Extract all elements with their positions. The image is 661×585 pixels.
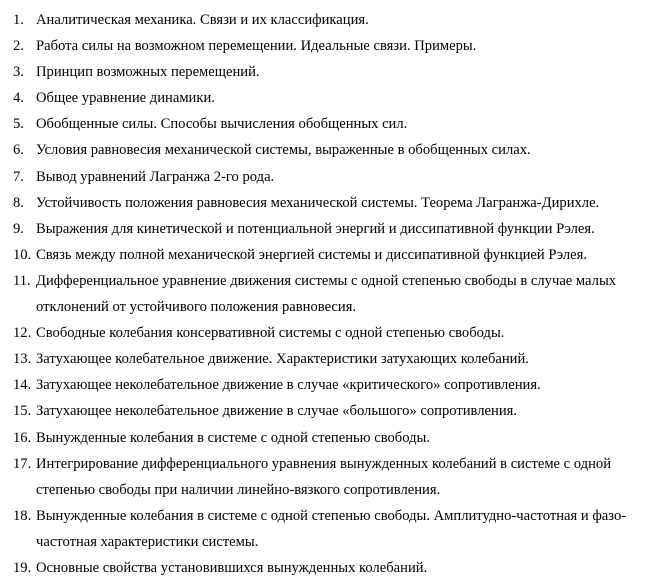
list-item xyxy=(0,320,661,346)
item-text: Общее уравнение динамики. xyxy=(36,90,215,107)
item-number: 16. xyxy=(13,429,32,446)
list-item xyxy=(0,33,661,59)
item-number: 14. xyxy=(13,377,32,394)
item-text: Вынужденные колебания в системе с одной степенью свободы. Амплитудно-частотная и фазо-частотная характеристики системы. xyxy=(36,507,627,550)
item-text: Интегрирование дифференциального уравнения вынужденных колебаний в системе с одной степенью свободы при наличии линейно-вязкого сопротивления. xyxy=(36,455,612,498)
list-item xyxy=(0,242,661,268)
list-item xyxy=(0,451,661,503)
list-item xyxy=(0,425,661,451)
item-text: Основные свойства установившихся вынужденных колебаний. xyxy=(36,559,428,576)
item-number: 11. xyxy=(13,272,31,289)
item-number: 18. xyxy=(13,507,32,524)
list-item xyxy=(0,346,661,372)
list-item xyxy=(0,216,661,242)
item-text: Вывод уравнений Лагранжа 2-го рода. xyxy=(36,168,275,185)
list-item xyxy=(0,164,661,190)
item-number: 13. xyxy=(13,351,32,368)
list-item xyxy=(0,137,661,163)
item-text: Работа силы на возможном перемещении. Идеальные связи. Примеры. xyxy=(36,38,477,55)
item-number: 12. xyxy=(13,325,32,342)
item-text: Дифференциальное уравнение движения системы с одной степенью свободы в случае малых отклонений от устойчивого положения равновесия. xyxy=(36,272,617,316)
item-number: 3. xyxy=(13,64,24,81)
item-text: Свободные колебания консервативной системы с одной степенью свободы. xyxy=(36,325,505,342)
item-number: 1. xyxy=(13,12,24,28)
item-number: 10. xyxy=(13,246,32,263)
list-item xyxy=(0,398,661,424)
item-text: Принцип возможных перемещений. xyxy=(36,64,260,81)
list-item xyxy=(0,503,661,555)
item-number: 19. xyxy=(13,559,32,576)
list-item xyxy=(0,7,661,33)
item-number: 6. xyxy=(13,142,24,159)
item-text: Затухающее колебательное движение. Характеристики затухающих колебаний. xyxy=(36,351,529,368)
item-text: Обобщенные силы. Способы вычисления обобщенных сил. xyxy=(36,116,408,133)
list-item xyxy=(0,555,661,581)
list-item xyxy=(0,190,661,216)
item-text: Устойчивость положения равновесия механической системы. Теорема Лагранжа-Дирихле. xyxy=(36,194,600,211)
item-text: Вынужденные колебания в системе с одной степенью свободы. xyxy=(36,429,430,446)
list-item xyxy=(0,59,661,85)
item-number: 15. xyxy=(13,403,32,420)
item-number: 17. xyxy=(13,455,32,472)
item-text: Выражения для кинетической и потенциальной энергий и диссипативной функции Рэлея. xyxy=(36,220,595,237)
list-item xyxy=(0,372,661,398)
item-number: 7. xyxy=(13,168,24,185)
item-number: 4. xyxy=(13,90,24,107)
list-item xyxy=(0,85,661,111)
item-number: 9. xyxy=(13,220,24,237)
item-text: Затухающее неколебательное движение в случае «критического» сопротивления. xyxy=(36,377,541,394)
list-item xyxy=(0,111,661,137)
item-number: 5. xyxy=(13,116,24,133)
item-text: Связь между полной механической энергией системы и диссипативной функцией Рэлея. xyxy=(36,246,587,263)
item-number: 2. xyxy=(13,38,24,55)
item-text: Аналитическая механика. Связи и их классификация. xyxy=(36,12,369,28)
item-number: 8. xyxy=(13,194,24,211)
item-text: Условия равновесия механической системы, выраженные в обобщенных силах. xyxy=(36,142,531,159)
item-text: Затухающее неколебательное движение в случае «большого» сопротивления. xyxy=(36,403,518,420)
list-item xyxy=(0,268,661,320)
